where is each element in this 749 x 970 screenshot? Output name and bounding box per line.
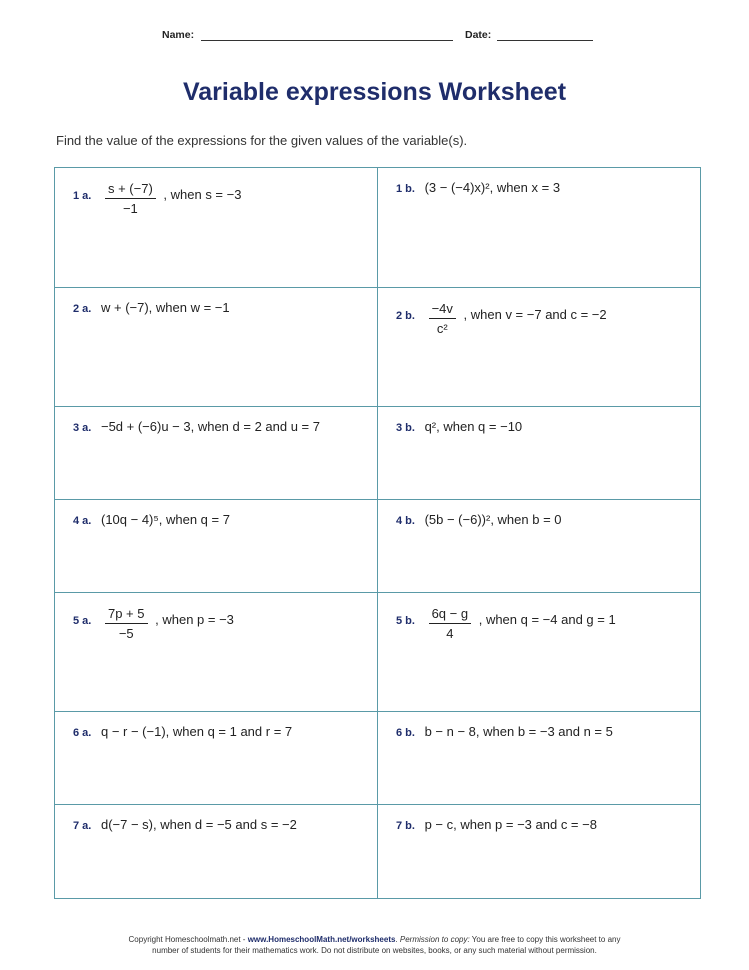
problem-cell <box>378 712 701 805</box>
problem-condition: , when v = −7 and c = −2 <box>463 306 607 322</box>
footer-link[interactable]: www.HomeschoolMath.net/worksheets <box>247 935 396 944</box>
footer-line-1: Copyright Homeschoolmath.net - www.HomeschoolMath.net/worksheets. Permission to copy: You are free to copy this worksheet to any <box>128 935 621 944</box>
problem-number: 4 b. <box>396 515 415 527</box>
problem-expression: −5d + (−6)u − 3, when d = 2 and u = 7 <box>100 419 320 434</box>
fraction-numerator: 7p + 5 <box>105 606 148 624</box>
problem-condition: , when q = −4 and g = 1 <box>478 611 616 627</box>
fraction-numerator: 6q − g <box>429 606 472 624</box>
problem-cell <box>378 168 701 288</box>
problem-number: 3 a. <box>73 422 92 434</box>
footer-line-2: number of students for their mathematics work. Do not distribute on websites, books, or any such material without permission. <box>152 946 597 955</box>
fraction-denominator: −1 <box>122 201 138 216</box>
problem-cell <box>55 712 378 805</box>
problem-number: 1 b. <box>396 183 415 195</box>
problem-expression: (3 − (−4)x)², when x = 3 <box>424 180 561 195</box>
problem-cell <box>378 500 701 593</box>
problem-number: 2 b. <box>396 309 415 322</box>
problem-cell <box>55 168 378 288</box>
problem-number: 1 a. <box>73 189 92 202</box>
problem-number: 5 b. <box>396 614 415 627</box>
footer-permission-text: You are free to copy this worksheet to any <box>469 935 621 944</box>
problem-grid <box>54 167 701 899</box>
date-label: Date: <box>465 29 492 41</box>
footer <box>0 934 749 956</box>
problem-cell <box>55 288 378 407</box>
problem-cell <box>55 805 378 899</box>
problem-cell <box>55 593 378 712</box>
problem-condition: , when s = −3 <box>163 186 242 202</box>
name-label: Name: <box>162 29 195 41</box>
instructions: Find the value of the expressions for the given values of the variable(s). <box>56 133 468 148</box>
problem-expression: (5b − (−6))², when b = 0 <box>424 512 562 527</box>
problem-condition: , when p = −3 <box>155 611 234 627</box>
problem-cell <box>55 407 378 500</box>
fraction-denominator: c² <box>436 321 448 336</box>
problem-cell <box>378 407 701 500</box>
problem-number: 6 b. <box>396 727 415 739</box>
problem-number: 3 b. <box>396 422 415 434</box>
problem-number: 6 a. <box>73 727 92 739</box>
problem-number: 2 a. <box>73 303 92 315</box>
problem-number: 5 a. <box>73 614 92 627</box>
problem-expression: p − c, when p = −3 and c = −8 <box>424 817 597 832</box>
problem-expression: d(−7 − s), when d = −5 and s = −2 <box>100 817 297 832</box>
problem-expression: q², when q = −10 <box>424 419 523 434</box>
problem-expression: b − n − 8, when b = −3 and n = 5 <box>424 724 613 739</box>
date-blank <box>497 40 593 41</box>
page-title: Variable expressions Worksheet <box>182 78 567 106</box>
problem-cell <box>378 805 701 899</box>
problem-expression: w + (−7), when w = −1 <box>100 300 230 315</box>
problem-expression: q − r − (−1), when q = 1 and r = 7 <box>100 724 293 739</box>
fraction-denominator: −5 <box>118 626 134 641</box>
problem-expression: (10q − 4)⁵, when q = 7 <box>100 512 230 527</box>
fraction <box>105 181 156 216</box>
footer-copyright: Copyright Homeschoolmath.net - <box>128 935 248 944</box>
problem-number: 7 a. <box>73 820 92 832</box>
problem-cell <box>378 288 701 407</box>
fraction-numerator: s + (−7) <box>105 181 156 199</box>
fraction-denominator: 4 <box>446 626 454 641</box>
problem-cell <box>55 500 378 593</box>
name-blank <box>201 40 453 41</box>
footer-permission-label: Permission to copy: <box>399 935 470 944</box>
fraction <box>429 606 472 641</box>
fraction <box>429 301 456 336</box>
fraction-numerator: −4v <box>429 301 456 319</box>
problem-number: 7 b. <box>396 820 415 832</box>
fraction <box>105 606 148 641</box>
problem-cell <box>378 593 701 712</box>
problem-number: 4 a. <box>73 515 92 527</box>
